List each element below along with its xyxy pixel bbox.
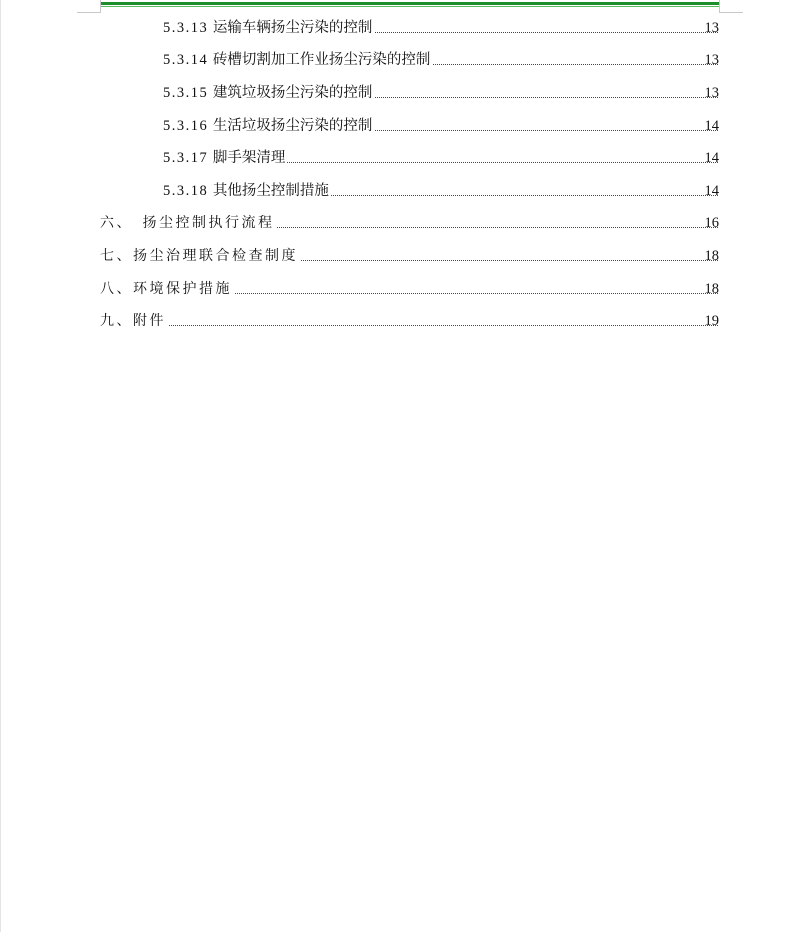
header-rule	[101, 2, 719, 5]
toc-entry-title: 运输车辆扬尘污染的控制	[212, 20, 373, 36]
toc-entry[interactable]	[0, 49, 795, 71]
toc-entry-label	[163, 82, 374, 104]
toc-entry-label	[163, 180, 331, 202]
toc-entry[interactable]	[0, 82, 795, 104]
toc-entry[interactable]	[0, 212, 795, 234]
toc-entry-title: 生活垃圾扬尘污染的控制	[212, 118, 373, 134]
toc-entry-title: 脚手架清理	[212, 150, 286, 166]
toc-page-number: 18	[704, 248, 719, 264]
toc-entry[interactable]	[0, 180, 795, 202]
toc-leader-dots	[102, 325, 718, 326]
header-rule-thin	[101, 6, 719, 7]
toc-entry-label	[163, 17, 374, 39]
toc-entry-title: 九、附件	[100, 310, 168, 332]
toc-entry[interactable]	[0, 310, 795, 332]
toc-page-number: 16	[704, 215, 719, 231]
toc-entry-number: 5.3.14	[163, 52, 209, 68]
toc-page-number: 13	[704, 20, 719, 36]
toc-page-number: 19	[704, 313, 719, 329]
toc-entry-title: 建筑垃圾扬尘污染的控制	[212, 85, 373, 101]
toc-entry[interactable]	[0, 17, 795, 39]
toc-entry-title: 其他扬尘控制措施	[212, 183, 329, 199]
toc-entry-title: 七、扬尘治理联合检查制度	[100, 245, 300, 267]
toc-page-number: 18	[704, 281, 719, 297]
toc-page-number: 13	[704, 52, 719, 68]
crop-tick-right	[719, 0, 720, 12]
toc-entry[interactable]	[0, 245, 795, 267]
toc-entry-number: 5.3.15	[163, 85, 209, 101]
toc-entry-label	[163, 49, 432, 71]
toc-page-number: 14	[704, 183, 719, 199]
toc-page-number: 14	[704, 118, 719, 134]
toc-entry-number: 5.3.18	[163, 183, 209, 199]
toc-entry[interactable]	[0, 115, 795, 137]
page-left-edge	[0, 0, 1, 932]
toc-entry-title: 六、 扬尘控制执行流程	[100, 212, 277, 234]
crop-mark-left	[77, 12, 101, 13]
toc-entry-number: 5.3.17	[163, 150, 209, 166]
toc-page-number: 14	[704, 150, 719, 166]
toc-entry-label	[163, 115, 374, 137]
crop-tick-left	[100, 0, 101, 12]
toc-entry-number: 5.3.13	[163, 20, 209, 36]
toc-entry[interactable]	[0, 278, 795, 300]
crop-mark-right	[719, 12, 743, 13]
toc-entry-title: 砖槽切割加工作业扬尘污染的控制	[212, 52, 431, 68]
toc-entry[interactable]	[0, 147, 795, 169]
toc-page-number: 13	[704, 85, 719, 101]
toc-entry-label	[163, 147, 287, 169]
toc-entry-title: 八、环境保护措施	[100, 278, 234, 300]
toc-entry-number: 5.3.16	[163, 118, 209, 134]
